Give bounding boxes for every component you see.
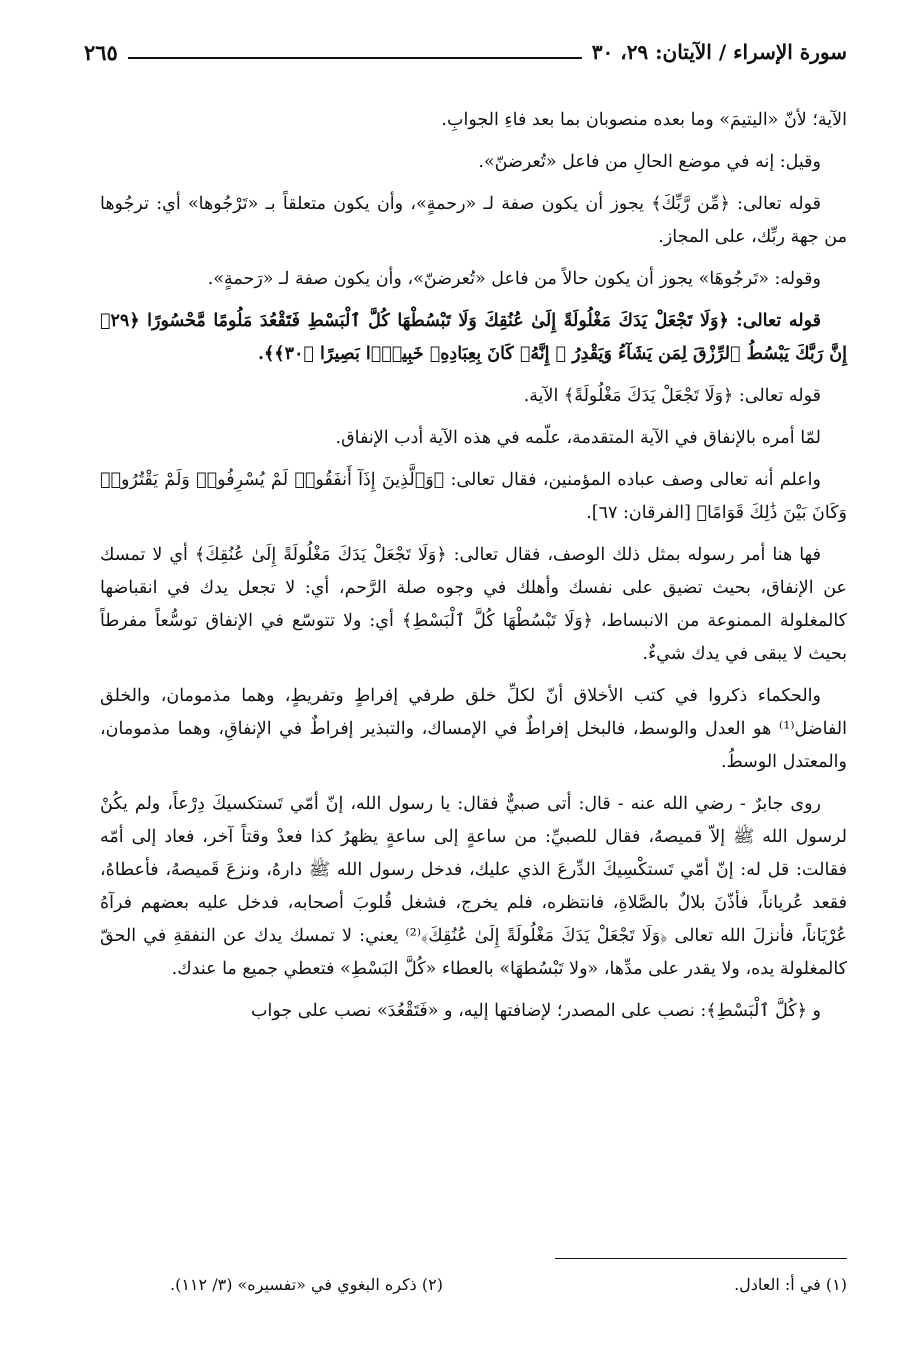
body-text (100, 104, 847, 1037)
page-number: ٢٦٥ (84, 39, 118, 65)
footnote-1: (١) في أ: العادل. (734, 1275, 847, 1294)
paragraph: قوله تعالى: ﴿وَلَا تَجْعَلْ يَدَكَ مَغْلُولَةً﴾ الآية. (523, 386, 821, 406)
footnote-separator (555, 1258, 847, 1259)
paragraph: واعلم أنه تعالى وصف عباده المؤمنين، فقال تعالى: ﴿وَٱلَّذِينَ إِذَآ أَنفَقُوا۟ لَمْ يُسْرِفُوا۟ وَلَمْ يَقْتُرُوا۟ وَكَانَ بَيْنَ ذَٰلِكَ قَوَامًا﴾ [الفرقان: ٦٧]. (100, 470, 847, 523)
paragraph: و ﴿كُلَّ ٱلْبَسْطِ﴾: نصب على المصدر؛ لإضافتها إليه، و «فَتَقْعُدَ» نصب على جواب (251, 1001, 821, 1021)
paragraph: روى جابرٌ - رضي الله عنه - قال: أتى صبيٌّ فقال: يا رسول الله، إنّ أمّي تَستكسيكَ دِرْعاً، ولم يكُنْ لرسول الله ﷺ إلاّ قميصهُ، فقال للصبيِّ: من ساعةٍ إلى ساعةٍ يظهرُ كذا فعدْ وقتاً آخر، فعاد إلى أمّه فقالت: قل له: إنّ أمّي تَستكْسِيكَ الدِّرعَ الذي عليك، فدخل رسول الله ﷺ دارهُ، ونزعَ قَميصهُ، فأعطاهُ، فقعد عُرياناً، فأذّنَ بلالٌ بالصَّلاةِ، فانتظره، فلم يخرج، فشغل قُلوبَ أصحابه، فدخل عليه بعضهم فرآهُ عُرْيَاناً، فأنزلَ الله تعالى ﴿وَلَا تَجْعَلْ يَدَكَ مَغْلُولَةً إِلَىٰ عُنُقِكَ﴾⁽²⁾ يعني: لا تمسك يدك عن النفقةِ في الحقّ كالمغلولة يده، ولا يقدر على مدِّها، «ولا تَبْسُطهَا» بالعطاء «كُلَّ البَسْطِ» فتعطي جميع ما عندك. (100, 794, 847, 979)
footnote-2: (٢) ذكره البغوي في «تفسيره» (٣/ ١١٢). (170, 1275, 443, 1294)
header-title: سورة الإسراء / الآيتان: ٢٩، ٣٠ (591, 40, 847, 64)
paragraph: فها هنا أمر رسوله بمثل ذلك الوصف، فقال تعالى: ﴿وَلَا تَجْعَلْ يَدَكَ مَغْلُولَةً إِلَىٰ عُنُقِكَ﴾ أي لا تمسك عن الإنفاق، بحيث تضيق على نفسك وأهلك في وجوه صلة الرَّحم، أي: لا تجعل يدك في انقباضها كالمغلولة الممنوعة من الانبساط، ﴿وَلَا تَبْسُطْهَا كُلَّ ٱلْبَسْطِ﴾ أي: ولا تتوسّع في الإنفاق توسُّعاً مفرطاً بحيث لا يبقى في يدك شيءٌ. (100, 545, 847, 664)
running-header (84, 34, 847, 70)
paragraph: وقوله: «تَرجُوهَا» يجوز أن يكون حالاً من فاعل «تُعرضنّ»، وأن يكون صفة لـ «رَحمةٍ». (207, 269, 821, 289)
paragraph: قوله تعالى: ﴿مِّن رَّبِّكَ﴾ يجوز أن يكون صفة لـ «رحمةٍ»، وأن يكون متعلقاً بـ «تَرْجُوها» أي: ترجُوها من جهة ربِّك، على المجاز. (100, 194, 847, 247)
paragraph: والحكماء ذكروا في كتب الأخلاق أنّ لكلِّ خلق طرفي إفراطٍ وتفريطٍ، وهما مذمومان، والخلق الفاضل⁽¹⁾ هو العدل والوسط، فالبخل إفراطٌ في الإمساك، والتبذير إفراطٌ في الإنفاقِ، وهما مذمومان، والمعتدل الوسطُ. (100, 686, 847, 772)
paragraph: لمّا أمره بالإنفاق في الآية المتقدمة، علّمه في هذه الآية أدب الإنفاق. (335, 428, 821, 448)
footnotes (110, 1270, 847, 1300)
quran-verse-paragraph: قوله تعالى: ﴿وَلَا تَجْعَلْ يَدَكَ مَغْلُولَةً إِلَىٰ عُنُقِكَ وَلَا تَبْسُطْهَا كُلَّ ٱلْبَسْطِ فَتَقْعُدَ مَلُومًا مَّحْسُورًا ﴿٢٩﴾ إِنَّ رَبَّكَ يَبْسُطُ ٱلرِّزْقَ لِمَن يَشَآءُ وَيَقْدِرُ ۚ إِنَّهُۥ كَانَ بِعِبَادِهِۦ خَبِيرًۢا بَصِيرًا ﴿٣٠﴾﴾. (100, 311, 847, 364)
paragraph: الآية؛ لأنّ «اليتيمَ» وما بعده منصوبان بما بعد فاءِ الجوابِ. (441, 110, 847, 130)
paragraph: وقيل: إنه في موضع الحالِ من فاعل «تُعرضنّ». (478, 152, 821, 172)
header-rule (128, 57, 582, 59)
